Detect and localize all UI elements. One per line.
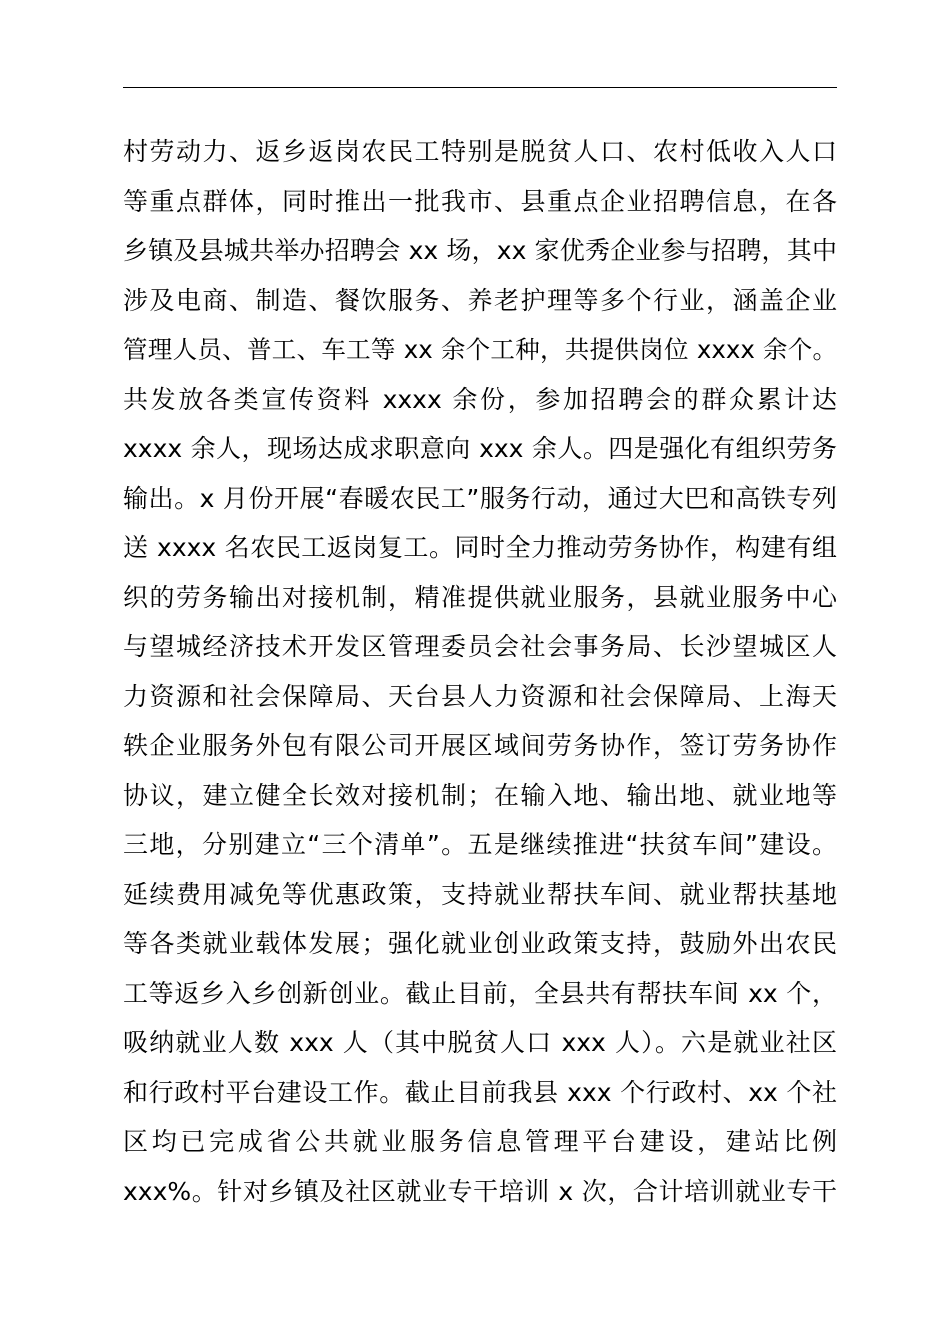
text-line: 输出。x 月份开展“春暖农民工”服务行动，通过大巴和高铁专列 — [123, 483, 837, 513]
text-line: xxxx 余人，现场达成求职意向 xxx 余人。四是强化有组织劳务 — [123, 434, 837, 463]
text-line: 送 xxxx 名农民工返岗复工。同时全力推动劳务协作，构建有组 — [123, 533, 837, 562]
text-line: xxx%。针对乡镇及社区就业专干培训 x 次，合计培训就业专干 — [123, 1176, 837, 1206]
text-line: 三地，分别建立“三个清单”。五是继续推进“扶贫车间”建设。 — [123, 830, 837, 859]
text-line: 延续费用减免等优惠政策，支持就业帮扶车间、就业帮扶基地 — [123, 879, 837, 909]
text-line: 共发放各类宣传资料 xxxx 余份，参加招聘会的群众累计达 — [123, 384, 837, 414]
text-line: 力资源和社会保障局、天台县人力资源和社会保障局、上海天 — [123, 681, 837, 711]
header-rule — [123, 87, 837, 88]
text-line: 协议，建立健全长效对接机制；在输入地、输出地、就业地等 — [123, 780, 837, 810]
text-line: 等各类就业载体发展；强化就业创业政策支持，鼓励外出农民 — [123, 929, 837, 958]
body-text — [123, 127, 837, 1216]
text-line: 乡镇及县城共举办招聘会 xx 场，xx 家优秀企业参与招聘，其中 — [123, 236, 837, 265]
text-line: 等重点群体，同时推出一批我市、县重点企业招聘信息，在各 — [123, 186, 837, 216]
text-line: 涉及电商、制造、餐饮服务、养老护理等多个行业，涵盖企业 — [123, 285, 837, 315]
text-line: 和行政村平台建设工作。截止目前我县 xxx 个行政村、xx 个社 — [123, 1077, 837, 1107]
text-line: 工等返乡入乡创新创业。截止目前，全县共有帮扶车间 xx 个， — [123, 978, 837, 1008]
text-line: 区均已完成省公共就业服务信息管理平台建设，建站比例 — [123, 1127, 837, 1156]
text-line: 管理人员、普工、车工等 xx 余个工种，共提供岗位 xxxx 余个。 — [123, 335, 837, 364]
text-line: 与望城经济技术开发区管理委员会社会事务局、长沙望城区人 — [123, 632, 837, 661]
text-line: 织的劳务输出对接机制，精准提供就业服务，县就业服务中心 — [123, 582, 837, 612]
text-line: 轶企业服务外包有限公司开展区域间劳务协作，签订劳务协作 — [123, 731, 837, 760]
text-line: 村劳动力、返乡返岗农民工特别是脱贫人口、农村低收入人口 — [123, 137, 837, 166]
text-line: 吸纳就业人数 xxx 人（其中脱贫人口 xxx 人）。六是就业社区 — [123, 1028, 837, 1057]
